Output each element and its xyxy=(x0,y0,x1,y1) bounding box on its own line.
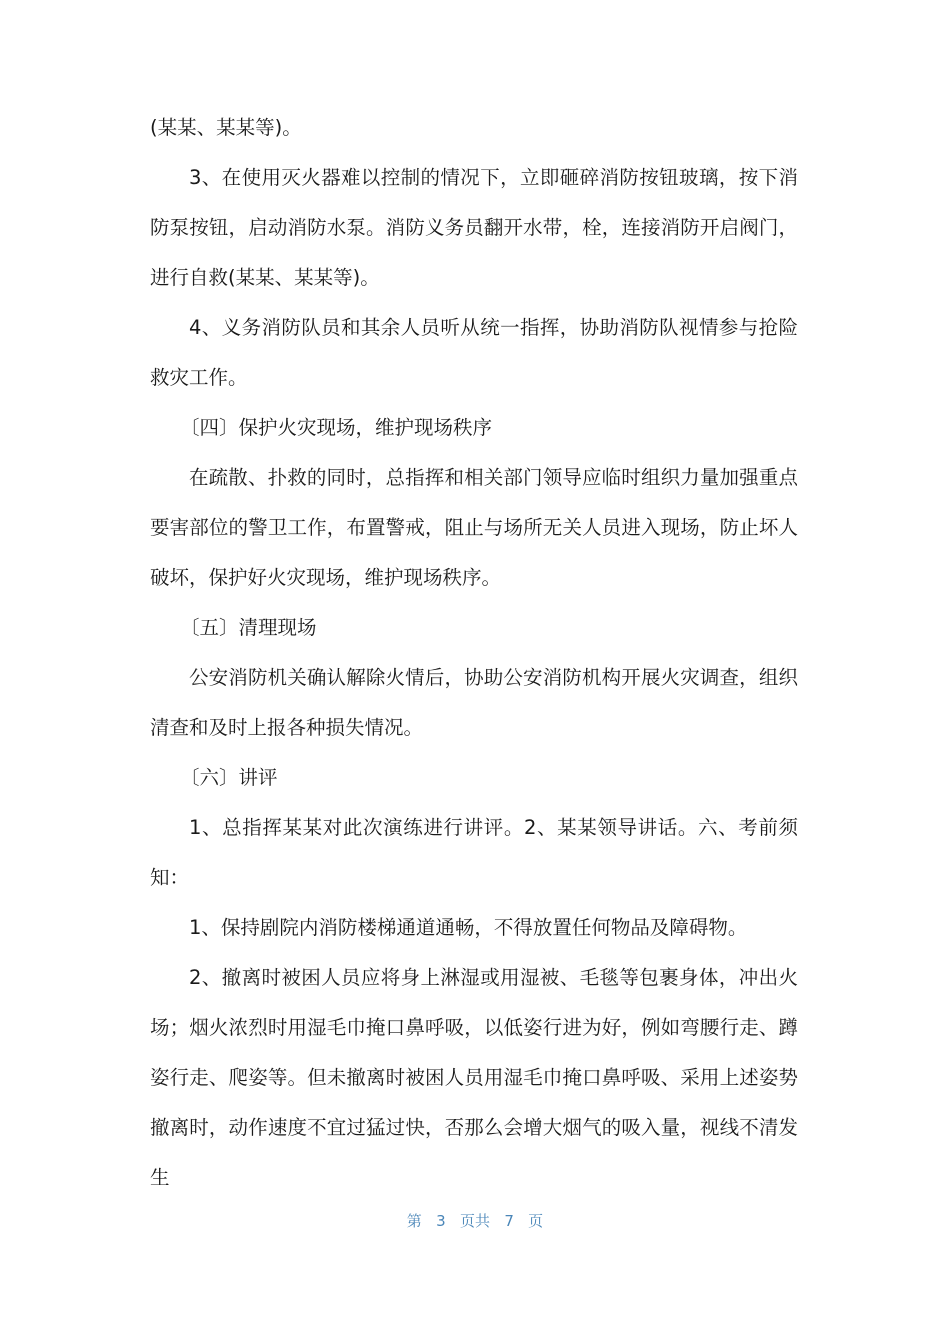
paragraph: 3、在使用灭火器难以控制的情况下，立即砸碎消防按钮玻璃，按下消防泵按钮，启动消防水泵。消防义务员翻开水带，栓，连接消防开启阀门，进行自救(某某、某某等)。 xyxy=(150,166,798,289)
paragraph: (某某、某某等)。 xyxy=(150,116,302,139)
page-footer xyxy=(0,1210,950,1231)
paragraph: 1、保持剧院内消防楼梯通道通畅，不得放置任何物品及障碍物。 xyxy=(189,916,748,939)
paragraph: 在疏散、扑救的同时，总指挥和相关部门领导应临时组织力量加强重点要害部位的警卫工作，布置警戒，阻止与场所无关人员进入现场，防止坏人破坏，保护好火灾现场，维护现场秩序。 xyxy=(150,466,798,589)
page-label-suffix: 页 xyxy=(528,1212,544,1230)
current-page-number: 3 xyxy=(436,1212,446,1230)
page-label-mid: 页共 xyxy=(459,1212,490,1230)
paragraph: 4、义务消防队员和其余人员听从统一指挥，协助消防队视情参与抢险救灾工作。 xyxy=(150,316,798,389)
total-pages-number: 7 xyxy=(504,1212,514,1230)
paragraph: 2、撤离时被困人员应将身上淋湿或用湿被、毛毯等包裹身体，冲出火场；烟火浓烈时用湿毛巾掩口鼻呼吸，以低姿行进为好，例如弯腰行走、蹲姿行走、爬姿等。但未撤离时被困人员用湿毛巾掩口鼻呼吸、采用上述姿势撤离时，动作速度不宜过猛过快，否那么会增大烟气的吸入量，视线不清发生 xyxy=(150,966,798,1189)
paragraph: 公安消防机关确认解除火情后，协助公安消防机构开展火灾调查，组织清查和及时上报各种损失情况。 xyxy=(150,666,798,739)
section-heading: 〔五〕清理现场 xyxy=(180,616,317,639)
section-heading: 〔四〕保护火灾现场，维护现场秩序 xyxy=(180,416,493,439)
paragraph: 1、总指挥某某对此次演练进行讲评。2、某某领导讲话。六、考前须知： xyxy=(150,816,798,889)
section-heading: 〔六〕讲评 xyxy=(180,766,278,789)
document-body xyxy=(150,103,798,1203)
page-label-prefix: 第 xyxy=(406,1212,422,1230)
